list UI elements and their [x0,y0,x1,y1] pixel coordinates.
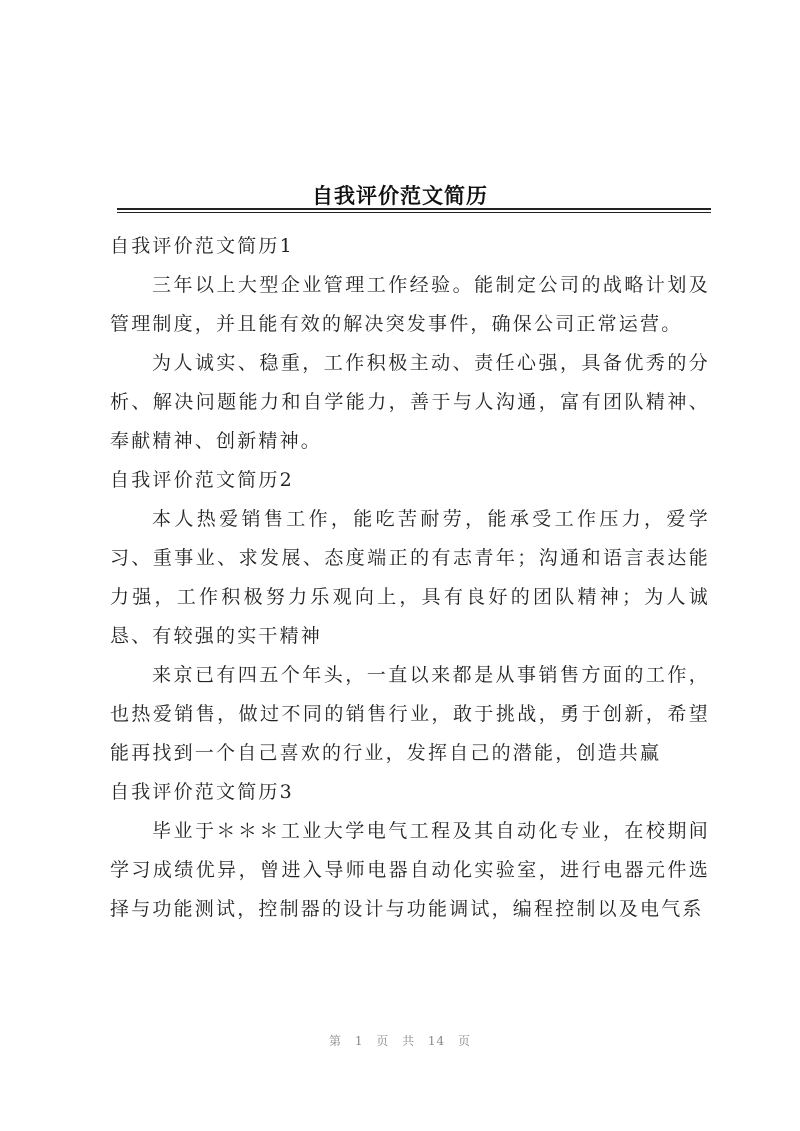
section-heading: 自我评价范文简历2 [110,469,294,491]
document-title: 自我评价范文简历 [312,183,488,209]
paragraph: 本人热爱销售工作，能吃苦耐劳，能承受工作压力，爱学习、重事业、求发展、态度端正的有志青年；沟通和语言表达能力强，工作积极努力乐观向上，具有良好的团队精神；为人诚恳、有较强的实干精神 [110,508,710,647]
section-2 [110,461,710,773]
section-3 [110,773,710,929]
document-body [110,227,710,929]
paragraph: 来京已有四五个年头，一直以来都是从事销售方面的工作，也热爱销售，做过不同的销售行业，敢于挑战，勇于创新，希望能再找到一个自己喜欢的行业，发挥自己的潜能，创造共赢 [110,664,710,764]
section-1 [110,227,710,461]
paragraph: 三年以上大型企业管理工作经验。能制定公司的战略计划及管理制度，并且能有效的解决突发事件，确保公司正常运营。 [110,274,710,335]
title-divider [117,208,711,213]
section-heading: 自我评价范文简历3 [110,781,294,803]
section-heading: 自我评价范文简历1 [110,235,294,257]
paragraph: 为人诚实、稳重，工作积极主动、责任心强，具备优秀的分析、解决问题能力和自学能力，善于与人沟通，富有团队精神、奉献精神、创新精神。 [110,352,710,452]
page-number: 第 1 页 共 14 页 [329,1034,471,1048]
paragraph: 毕业于＊＊＊工业大学电气工程及其自动化专业，在校期间学习成绩优异，曾进入导师电器自动化实验室，进行电器元件选择与功能测试，控制器的设计与功能调试，编程控制以及电气系 [110,820,710,920]
